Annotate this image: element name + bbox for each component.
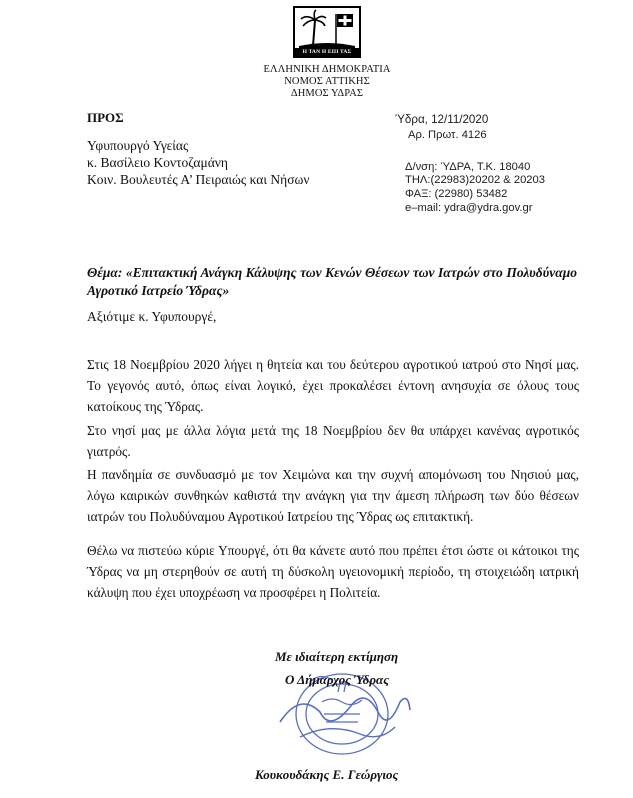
letter-salutation: Αξιότιμε κ. Υφυπουργέ, xyxy=(87,309,217,324)
letter-paragraph: Η πανδημία σε συνδυασμό με τον Χειμώνα και την συχνή απομόνωση του Νησιού μας, λόγω καιρικών συνθηκών καθιστά την ανάγκη για την άμεση πλήρωση των δύο θέσεων ιατρών του Πολυδύναμου Αγροτικού Ιατρείου της Ύδρας ως επιτακτική. xyxy=(87,467,579,524)
sender-phone: ΤΗΛ:(22983)20202 & 20203 xyxy=(405,174,545,186)
letter-paragraph: Θέλω να πιστεύω κύριε Υπουργέ, ότι θα κάνετε αυτό που πρέπει έτσι ώστε οι κάτοικοι της Ύδρας να μη στερηθούν σε αυτή τη δύσκολη υγειονομική περίοδο, τη στοιχειώδη ιατρική κάλυψη που έχει υποχρέωση να προσφέρει η Πολιτεία. xyxy=(87,543,579,600)
recipient-line: Κοιν. Βουλευτές Α’ Πειραιώς και Νήσων xyxy=(87,172,310,187)
header-prefecture: ΝΟΜΟΣ ΑΤΤΙΚΗΣ xyxy=(284,76,370,87)
emblem-motto: Η ΤΑΝ Η ΕΠΙ ΤΑΣ xyxy=(293,48,361,56)
recipient-line: Υφυπουργό Υγείας xyxy=(87,138,189,153)
place-date: Ύδρα, 12/11/2020 xyxy=(395,113,489,126)
letter-subject: Θέμα: «Επιτακτική Ανάγκη Κάλυψης των Κενών Θέσεων των Ιατρών στο Πολυδύναμο Αγροτικό Ιατρείο Ύδρας» xyxy=(87,265,577,298)
stamp-and-signature xyxy=(260,652,420,762)
letter-paragraph: Στις 18 Νοεμβρίου 2020 λήγει η θητεία και του δεύτερου αγροτικού ιατρού στο Νησί μας. Το γεγονός αυτό, όπως είναι λογικό, έχει προκαλέσει έντονη ανησυχία σε όλους τους κατοίκους της Ύδρας. xyxy=(87,357,579,414)
sender-fax: ΦΑΞ: (22980) 53482 xyxy=(405,188,508,200)
recipient-line: κ. Βασίλειο Κοντοζαμάνη xyxy=(87,155,228,170)
addressee-label: ΠΡΟΣ xyxy=(87,110,124,125)
signature-closing: Με ιδιαίτερη εκτίμηση xyxy=(275,649,399,664)
sender-address: Δ/νση: ΎΔΡΑ, Τ.Κ. 18040 xyxy=(405,161,531,173)
sender-email: e–mail: ydra@ydra.gov.gr xyxy=(405,202,533,214)
header-country: ΕΛΛΗΝΙΚΗ ΔΗΜΟΚΡΑΤΙΑ xyxy=(263,64,391,75)
header-municipality: ΔΗΜΟΣ ΥΔΡΑΣ xyxy=(290,88,364,99)
letter-paragraph: Στο νησί μας με άλλα λόγια μετά της 18 Νοεμβρίου δεν θα υπάρχει κανένας αγροτικός γιατρός. xyxy=(87,423,579,459)
signature-title: Ο Δήμαρχος Ύδρας xyxy=(285,672,390,687)
signature-name: Κουκουδάκης Ε. Γεώργιος xyxy=(255,767,399,782)
protocol-number: Αρ. Πρωτ. 4126 xyxy=(408,129,487,141)
